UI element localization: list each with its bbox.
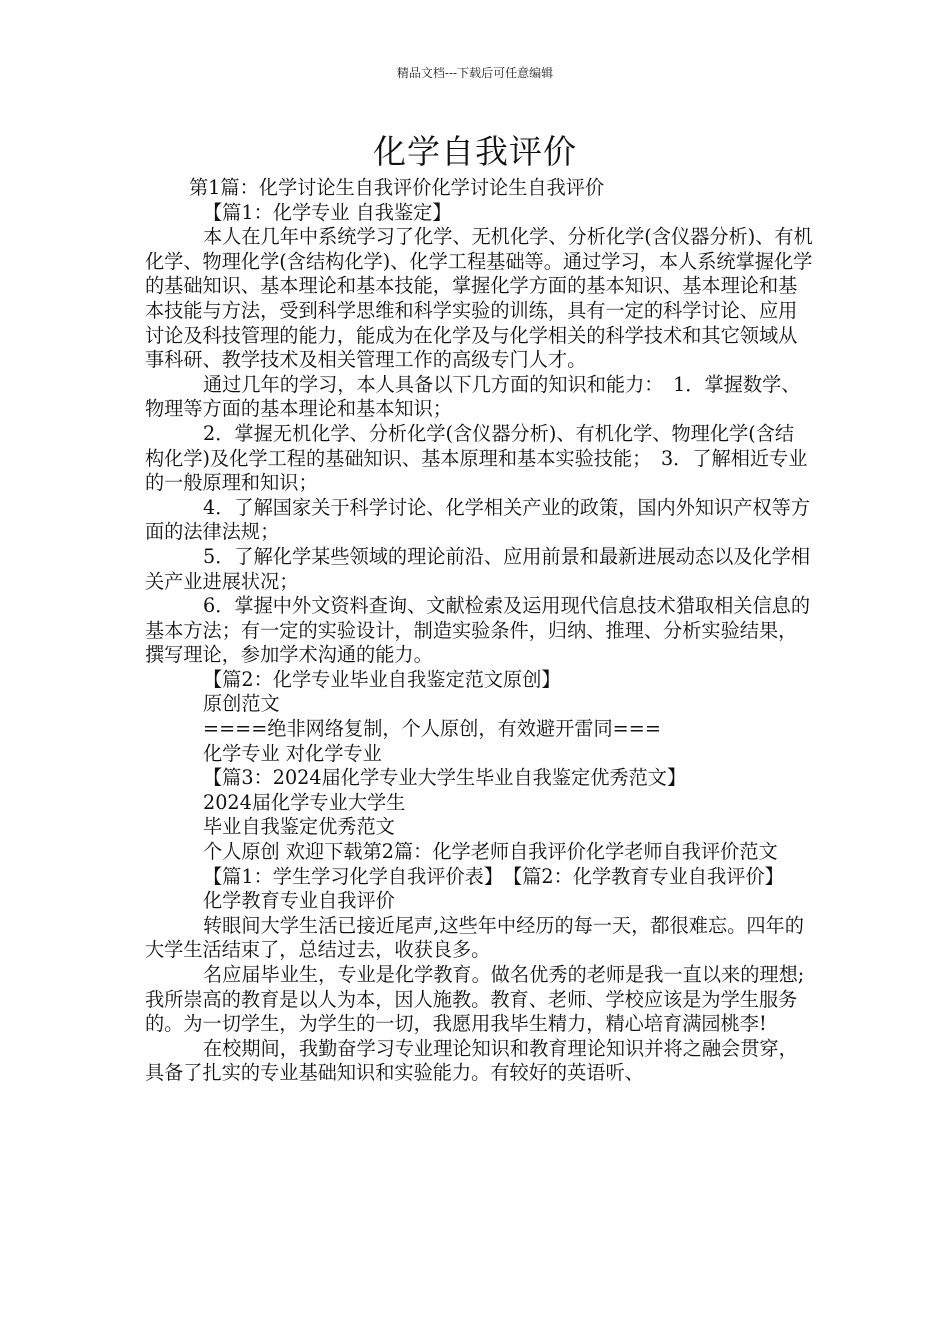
body-paragraph: 4．了解国家关于科学讨论、化学相关产业的政策，国内外知识产权等方面的法律法规； bbox=[145, 495, 811, 544]
body-paragraph: 转眼间大学生活已接近尾声,这些年中经历的每一天，都很难忘。四年的大学生活结束了，总结过去，收获良多。 bbox=[145, 913, 804, 962]
body-paragraph: 2．掌握无机化学、分析化学(含仪器分析)、有机化学、物理化学(含结构化学)及化学工程的基础知识、基本原理和基本实验技能； 3．了解相近专业的一般原理和知识； bbox=[145, 421, 808, 495]
body-line: 化学教育专业自我评价 bbox=[203, 889, 395, 913]
body-paragraph: 在校期间，我勤奋学习专业理论知识和教育理论知识并将之融会贯穿，具备了扎实的专业基础知识和实验能力。有较好的英语听、 bbox=[145, 1036, 798, 1085]
body-paragraph: 6．掌握中外文资料查询、文献检索及运用现代信息技术猎取相关信息的基本方法；有一定的实验设计，制造实验条件，归纳、推理、分析实验结果，撰写理论，参加学术沟通的能力。 bbox=[145, 594, 811, 667]
body-line: 毕业自我鉴定优秀范文 bbox=[203, 815, 395, 839]
subsection-heading: 【篇1：化学专业 自我鉴定】 bbox=[203, 200, 452, 224]
subsection-heading: 【篇3：2024届化学专业大学生毕业自我鉴定优秀范文】 bbox=[203, 766, 687, 790]
section-heading: 个人原创 欢迎下载第2篇：化学老师自我评价化学老师自我评价范文 bbox=[203, 840, 778, 864]
body-paragraph: 本人在几年中系统学习了化学、无机化学、分析化学(含仪器分析)、有机化学、物理化学(含结构化学)、化学工程基础等。通过学习，本人系统掌握化学的基础知识、基本理论和基本技能，掌握化学方面的基本知识、基本理论和基本技能与方法，受到科学思维和科学实验的训练，具有一定的科学讨论、应用讨论及科技管理的能力，能成为在化学及与化学相关的科学技术和其它领域从事科研、教学技术及相关管理工作的高级专门人才。 bbox=[145, 225, 813, 372]
body-paragraph: 5．了解化学某些领域的理论前沿、应用前景和最新进展动态以及化学相关产业进展状况； bbox=[145, 544, 811, 593]
body-paragraph: 名应届毕业生，专业是化学教育。做名优秀的老师是我一直以来的理想;我所崇高的教育是以人为本，因人施教。教育、老师、学校应该是为学生服务的。为一切学生，为学生的一切，我愿用我毕生精力，精心培育满园桃李! bbox=[145, 963, 805, 1036]
document-body bbox=[145, 176, 813, 1086]
body-line: 2024届化学专业大学生 bbox=[203, 790, 406, 814]
subsection-heading: 【篇1：学生学习化学自我评价表】 【篇2：化学教育专业自我评价】 bbox=[203, 864, 784, 888]
body-line: 原创范文 bbox=[203, 692, 280, 716]
page-header: 精品文档---下载后可任意编辑 bbox=[396, 66, 554, 80]
body-line: 化学专业 对化学专业 bbox=[203, 741, 382, 765]
section-heading: 第1篇：化学讨论生自我评价化学讨论生自我评价 bbox=[189, 176, 605, 199]
body-line: ====绝非网络复制，个人原创，有效避开雷同=== bbox=[203, 717, 661, 741]
subsection-heading: 【篇2：化学专业毕业自我鉴定范文原创】 bbox=[203, 667, 561, 691]
body-paragraph: 通过几年的学习，本人具备以下几方面的知识和能力： 1．掌握数学、物理等方面的基本理论和基本知识； bbox=[145, 372, 801, 421]
document-title: 化学自我评价 bbox=[373, 132, 577, 171]
